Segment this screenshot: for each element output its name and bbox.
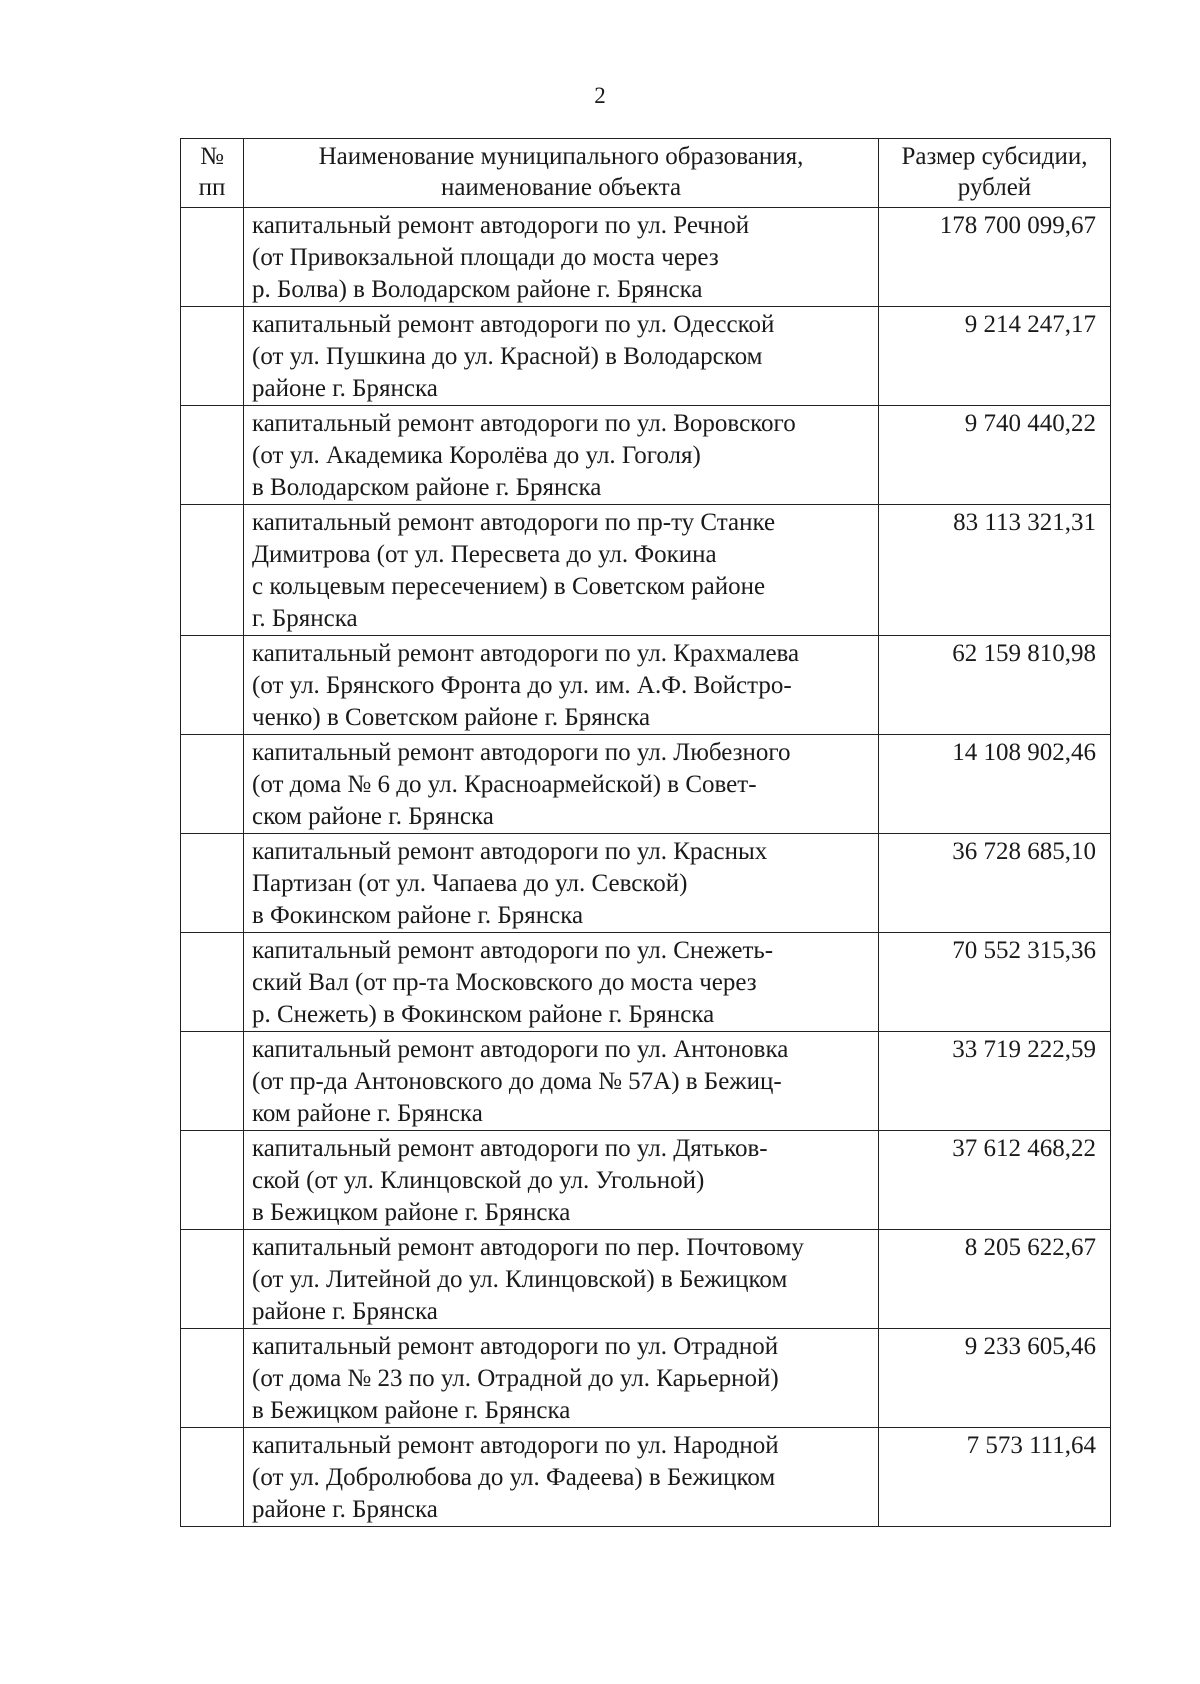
- object-name-line: районе г. Брянска: [252, 375, 438, 402]
- object-name-line: ский Вал (от пр-та Московского до моста через: [252, 969, 757, 996]
- object-name-cell: [244, 834, 879, 933]
- row-number-cell: [181, 505, 244, 636]
- table-row: [181, 208, 1111, 307]
- object-name-line: ской (от ул. Клинцовской до ул. Угольной): [252, 1167, 705, 1194]
- object-name-line: с кольцевым пересечением) в Советском районе: [252, 573, 766, 600]
- object-name-line: Димитрова (от ул. Пересвета до ул. Фокина: [252, 541, 717, 568]
- header-amount-line: Размер субсидии,: [901, 143, 1088, 170]
- object-name-line: в Фокинском районе г. Брянска: [252, 902, 584, 929]
- row-number-cell: [181, 406, 244, 505]
- object-name-cell: [244, 1428, 879, 1527]
- object-name-line: капитальный ремонт автодороги по ул. Красных: [252, 838, 768, 865]
- table-row: [181, 1230, 1111, 1329]
- object-name-line: капитальный ремонт автодороги по пр-ту Станке: [252, 509, 776, 536]
- table-row: [181, 1428, 1111, 1527]
- header-amount: [879, 139, 1111, 208]
- object-name-cell: [244, 636, 879, 735]
- object-name-line: (от ул. Добролюбова до ул. Фадеева) в Бежицком: [252, 1464, 776, 1491]
- subsidy-amount-cell: 14 108 902,46: [879, 735, 1111, 834]
- table-row: [181, 406, 1111, 505]
- object-name-cell: [244, 307, 879, 406]
- header-number: [181, 139, 244, 208]
- object-name-line: капитальный ремонт автодороги по пер. Почтовому: [252, 1234, 804, 1261]
- object-name-line: капитальный ремонт автодороги по ул. Снежеть-: [252, 937, 774, 964]
- subsidy-amount-cell: 83 113 321,31: [879, 505, 1111, 636]
- object-name-line: (от ул. Пушкина до ул. Красной) в Володарском: [252, 343, 763, 370]
- object-name-line: г. Брянска: [252, 605, 358, 632]
- subsidy-amount-cell: 62 159 810,98: [879, 636, 1111, 735]
- header-number-line: №: [200, 143, 224, 170]
- row-number-cell: [181, 307, 244, 406]
- object-name-line: в Бежицком районе г. Брянска: [252, 1199, 571, 1226]
- object-name-cell: [244, 1032, 879, 1131]
- row-number-cell: [181, 1032, 244, 1131]
- table-row: [181, 1329, 1111, 1428]
- table-body: [181, 208, 1111, 1527]
- object-name-cell: [244, 208, 879, 307]
- object-name-line: ком районе г. Брянска: [252, 1100, 483, 1127]
- object-name-line: капитальный ремонт автодороги по ул. Отрадной: [252, 1333, 779, 1360]
- object-name-line: (от ул. Брянского Фронта до ул. им. А.Ф. Войстро-: [252, 672, 792, 699]
- object-name-line: капитальный ремонт автодороги по ул. Одесской: [252, 311, 775, 338]
- object-name-line: в Володарском районе г. Брянска: [252, 474, 602, 501]
- table-header-row: [181, 139, 1111, 208]
- row-number-cell: [181, 208, 244, 307]
- object-name-line: капитальный ремонт автодороги по ул. Речной: [252, 212, 750, 239]
- subsidy-amount-cell: 9 740 440,22: [879, 406, 1111, 505]
- header-amount-line: рублей: [957, 174, 1032, 201]
- object-name-line: р. Снежеть) в Фокинском районе г. Брянска: [252, 1001, 715, 1028]
- table-row: [181, 933, 1111, 1032]
- header-number-line: пп: [198, 174, 226, 201]
- object-name-line: (от Привокзальной площади до моста через: [252, 244, 719, 271]
- object-name-line: капитальный ремонт автодороги по ул. Крахмалева: [252, 640, 800, 667]
- object-name-line: (от ул. Литейной до ул. Клинцовской) в Бежицком: [252, 1266, 788, 1293]
- object-name-line: (от дома № 6 до ул. Красноармейской) в Совет-: [252, 771, 757, 798]
- object-name-line: ском районе г. Брянска: [252, 803, 494, 830]
- subsidy-table: [180, 138, 1111, 1527]
- header-name-line: наименование объекта: [440, 174, 682, 201]
- page-number: 2: [594, 83, 606, 108]
- row-number-cell: [181, 1230, 244, 1329]
- subsidy-amount-cell: 33 719 222,59: [879, 1032, 1111, 1131]
- object-name-cell: [244, 1131, 879, 1230]
- object-name-cell: [244, 735, 879, 834]
- object-name-line: районе г. Брянска: [252, 1496, 438, 1523]
- object-name-line: капитальный ремонт автодороги по ул. Народной: [252, 1432, 779, 1459]
- table-row: [181, 735, 1111, 834]
- object-name-line: капитальный ремонт автодороги по ул. Любезного: [252, 739, 791, 766]
- object-name-line: р. Болва) в Володарском районе г. Брянска: [252, 276, 703, 303]
- header-name: [244, 139, 879, 208]
- object-name-line: Партизан (от ул. Чапаева до ул. Севской): [252, 870, 688, 897]
- object-name-line: (от дома № 23 по ул. Отрадной до ул. Карьерной): [252, 1365, 779, 1392]
- subsidy-amount-cell: 8 205 622,67: [879, 1230, 1111, 1329]
- row-number-cell: [181, 636, 244, 735]
- row-number-cell: [181, 1428, 244, 1527]
- table-row: [181, 834, 1111, 933]
- table-row: [181, 1032, 1111, 1131]
- header-name-line: Наименование муниципального образования,: [318, 143, 804, 170]
- subsidy-amount-cell: 9 233 605,46: [879, 1329, 1111, 1428]
- row-number-cell: [181, 1329, 244, 1428]
- subsidy-amount-cell: 9 214 247,17: [879, 307, 1111, 406]
- table-row: [181, 636, 1111, 735]
- object-name-line: (от пр-да Антоновского до дома № 57А) в Бежиц-: [252, 1068, 782, 1095]
- object-name-line: в Бежицком районе г. Брянска: [252, 1397, 571, 1424]
- object-name-cell: [244, 1329, 879, 1428]
- subsidy-amount-cell: 37 612 468,22: [879, 1131, 1111, 1230]
- object-name-cell: [244, 505, 879, 636]
- object-name-line: капитальный ремонт автодороги по ул. Дятьков-: [252, 1135, 768, 1162]
- subsidy-amount-cell: 70 552 315,36: [879, 933, 1111, 1032]
- object-name-line: (от ул. Академика Королёва до ул. Гоголя): [252, 442, 701, 469]
- table-row: [181, 1131, 1111, 1230]
- row-number-cell: [181, 735, 244, 834]
- subsidy-amount-cell: 178 700 099,67: [879, 208, 1111, 307]
- table-row: [181, 307, 1111, 406]
- object-name-line: районе г. Брянска: [252, 1298, 438, 1325]
- table-row: [181, 505, 1111, 636]
- row-number-cell: [181, 933, 244, 1032]
- row-number-cell: [181, 1131, 244, 1230]
- object-name-line: капитальный ремонт автодороги по ул. Воровского: [252, 410, 796, 437]
- object-name-line: ченко) в Советском районе г. Брянска: [252, 704, 651, 731]
- row-number-cell: [181, 834, 244, 933]
- subsidy-amount-cell: 7 573 111,64: [879, 1428, 1111, 1527]
- object-name-cell: [244, 406, 879, 505]
- subsidy-amount-cell: 36 728 685,10: [879, 834, 1111, 933]
- object-name-line: капитальный ремонт автодороги по ул. Антоновка: [252, 1036, 789, 1063]
- object-name-cell: [244, 933, 879, 1032]
- object-name-cell: [244, 1230, 879, 1329]
